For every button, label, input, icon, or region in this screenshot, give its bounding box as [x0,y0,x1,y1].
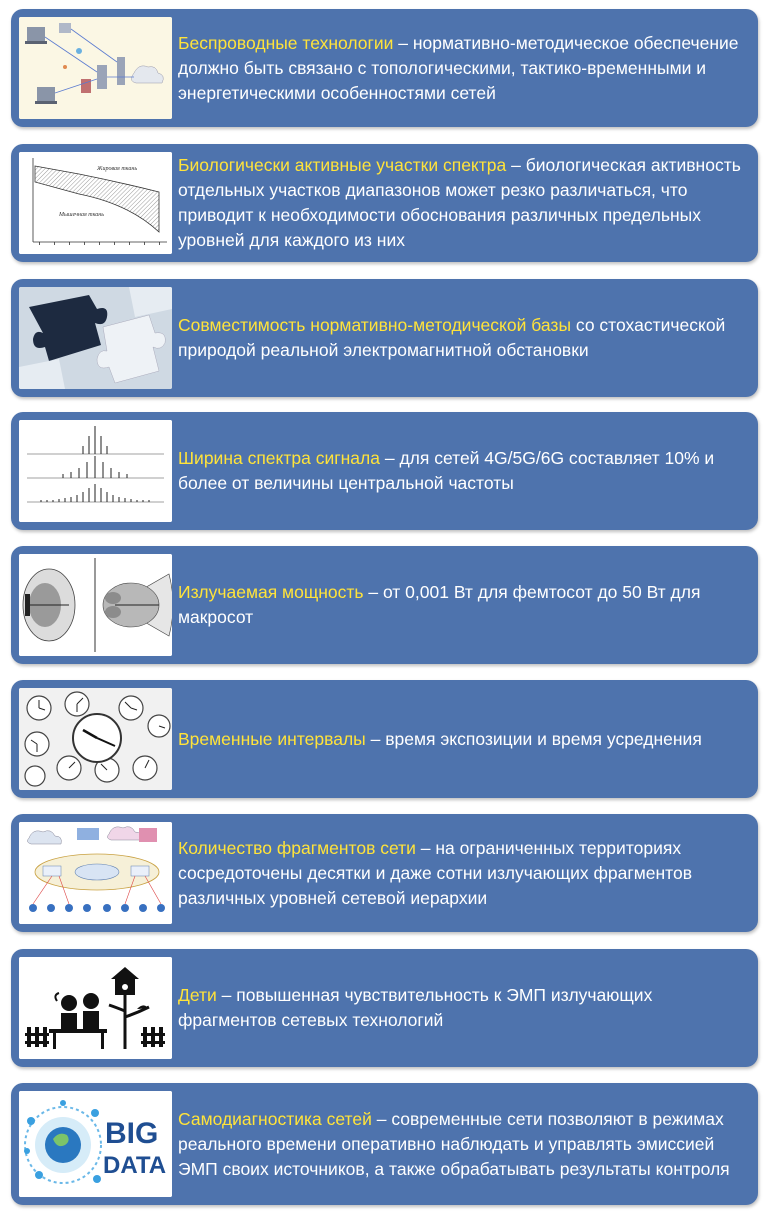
card-compatibility [11,279,758,397]
card-title: Самодиагностика сетей [178,1108,372,1129]
data-word: DATA [103,1152,167,1179]
card-body: – для сетей 4G/5G/6G составляет 10% и более от величины центральной частоты [178,448,715,493]
card-text [178,420,750,522]
hierarchy-icon [19,822,172,924]
card-self-diagnostics [11,1083,758,1205]
card-bandwidth [11,412,758,530]
spectrum-chart-image [19,152,172,254]
radiation-pattern-image [19,554,172,656]
network-icon [19,17,172,119]
spectrum-bars-image [19,420,172,522]
antenna-pattern-icon [19,554,172,656]
big-word: BIG [105,1117,159,1150]
children-silhouette-image [19,957,172,1059]
big-data-image [19,1091,172,1197]
card-text [178,957,750,1059]
card-body: – современные сети позволяют в режимах реального времени оперативно наблюдать и управлять эмиссией ЭМП своих источников, а также обрабатывать результаты контроля [178,1108,730,1179]
spectrum-icon [19,420,172,522]
card-title: Временные интервалы [178,728,366,749]
card-time-intervals [11,680,758,798]
chart-icon [19,152,172,254]
card-title: Беспроводные технологии [178,32,394,53]
card-text [178,1091,750,1197]
children-icon [19,957,172,1059]
upper-tissue-label: Жировая ткань [97,166,138,172]
card-text [178,554,750,656]
network-hierarchy-image [19,822,172,924]
card-text [178,822,750,924]
card-body: – повышенная чувствительность к ЭМП излучающих фрагментов сетевых технологий [178,985,653,1030]
card-power [11,546,758,664]
card-body: – на ограниченных территориях сосредоточены десятки и даже сотни излучающих фрагментов различных уровней сетевой иерархии [178,837,693,908]
card-title: Биологически активные участки спектра [178,155,507,175]
card-body: – время экспозиции и время усреднения [365,728,702,749]
card-body: – биологическая активность отдельных участков диапазонов может резко различаться, что приводит к необходимости обоснования различных предельных уровней для каждого из них [178,155,741,250]
lower-tissue-label: Мышечная ткань [59,212,104,218]
card-text [178,688,750,790]
card-title: Излучаемая мощность [178,582,364,602]
card-network-fragments [11,814,758,932]
network-diagram-image [19,17,172,119]
big-data-icon [19,1091,172,1197]
card-body: со стохастической природой реальной электромагнитной обстановки [178,315,726,360]
card-children [11,949,758,1067]
card-title: Совместимость нормативно-методической базы [178,315,572,335]
puzzle-icon [19,287,172,389]
card-title: Количество фрагментов сети [178,837,416,858]
card-wireless [11,9,758,127]
card-text [178,152,750,254]
card-body: – нормативно-методическое обеспечение должно быть связано с топологическими, тактико-временными и энергетическими особенностями сетей [178,32,739,103]
card-text [178,287,750,389]
card-bio-spectrum [11,144,758,262]
card-title: Дети [178,985,217,1005]
card-text [178,17,750,119]
puzzle-image [19,287,172,389]
card-title: Ширина спектра сигнала [178,448,380,468]
clock-icon [19,688,172,790]
card-body: – от 0,001 Вт для фемтосот до 50 Вт для макросот [178,582,701,627]
clocks-image [19,688,172,790]
